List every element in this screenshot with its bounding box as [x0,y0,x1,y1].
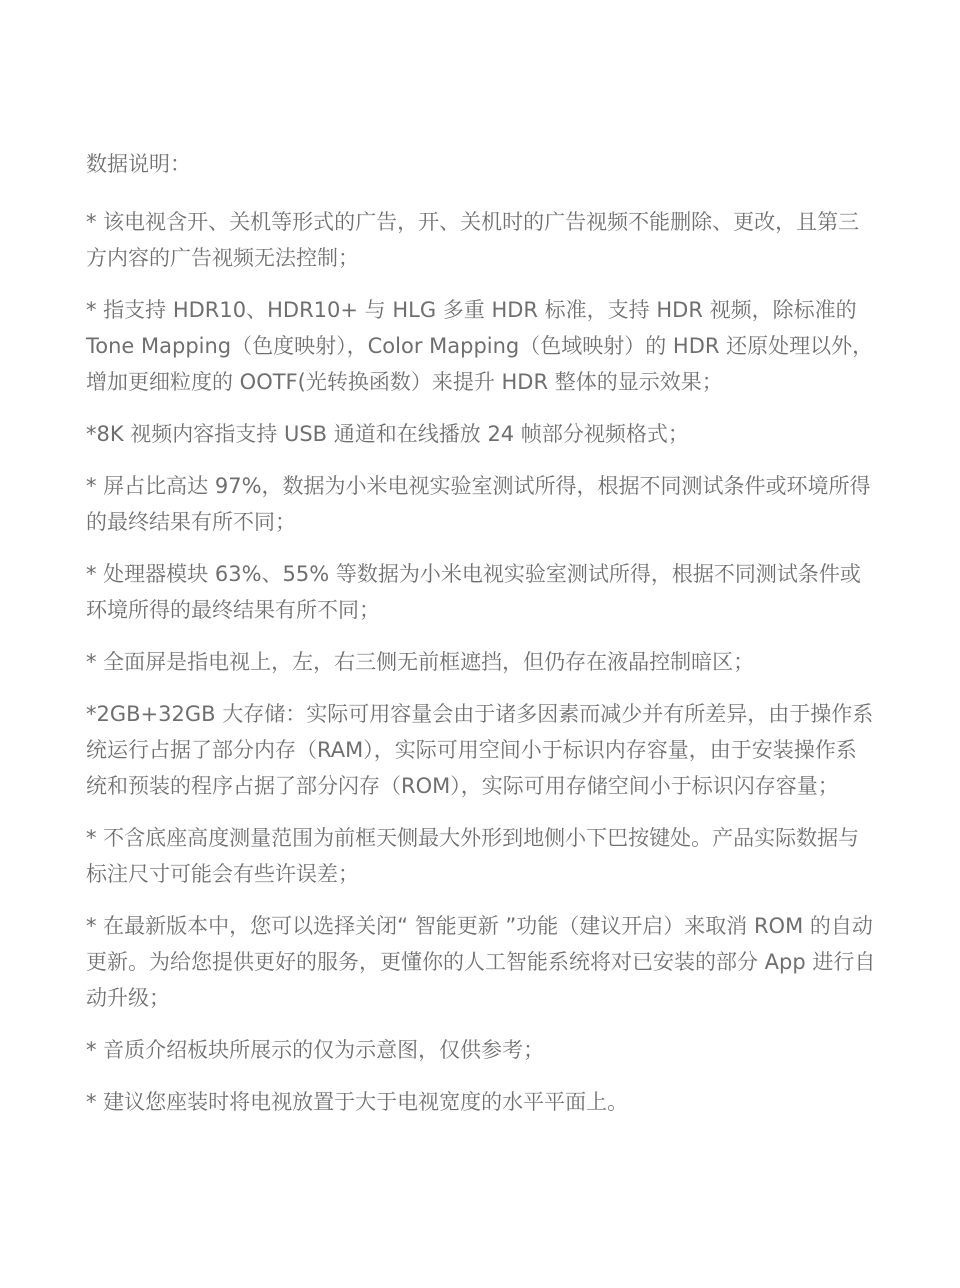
note-item: * 全面屏是指电视上，左，右三侧无前框遮挡，但仍存在液晶控制暗区； [86,650,755,674]
note-item: * 该电视含开、关机等形式的广告，开、关机时的广告视频不能删除、更改，且第三方内容的广告视频无法控制； [86,210,860,270]
note-item: *8K 视频内容指支持 USB 通道和在线播放 24 帧部分视频格式； [86,422,689,446]
note-item: *2GB+32GB 大存储：实际可用容量会由于诸多因素而减少并有所差异，由于操作系统运行占据了部分内存（RAM），实际可用空间小于标识内存容量，由于安装操作系统和预装的程序占据了部分闪存（ROM），实际可用存储空间小于标识闪存容量； [86,702,874,798]
note-item: * 屏占比高达 97%，数据为小米电视实验室测试所得，根据不同测试条件或环境所得的最终结果有所不同； [86,474,871,534]
note-item: * 音质介绍板块所展示的仅为示意图，仅供参考； [86,1038,545,1062]
note-item: * 建议您座装时将电视放置于大于电视宽度的水平平面上。 [86,1090,629,1114]
section-heading: 数据说明： [86,152,191,176]
notes-list [86,204,876,1120]
data-notes-section [86,146,876,1136]
note-item: * 指支持 HDR10、HDR10+ 与 HLG 多重 HDR 标准，支持 HDR 视频，除标准的 Tone Mapping（色度映射），Color Mapping（色域映射）的 HDR 还原处理以外，增加更细粒度的 OOTF(光转换函数）来提升 HDR 整体的显示效果； [86,298,874,394]
note-item: * 处理器模块 63%、55% 等数据为小米电视实验室测试所得，根据不同测试条件或环境所得的最终结果有所不同； [86,562,861,622]
note-item: * 在最新版本中，您可以选择关闭“ 智能更新 ”功能（建议开启）来取消 ROM 的自动更新。为给您提供更好的服务，更懂你的人工智能系统将对已安装的部分 App 进行自动升级； [86,914,876,1010]
note-item: * 不含底座高度测量范围为前框天侧最大外形到地侧小下巴按键处。产品实际数据与标注尺寸可能会有些许误差； [86,826,860,886]
